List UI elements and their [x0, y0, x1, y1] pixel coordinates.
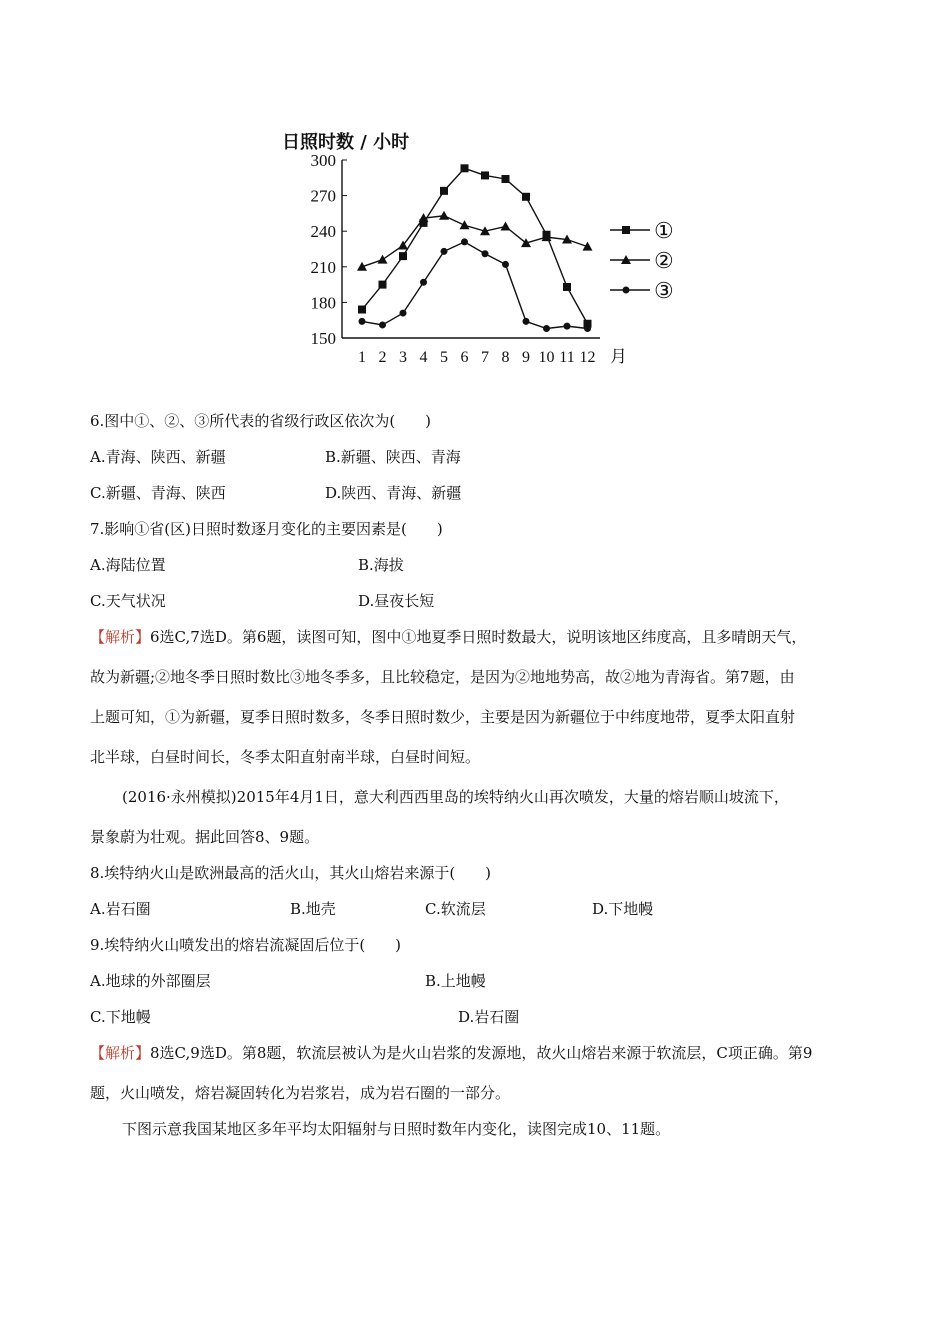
x-tick-label: 8 — [501, 349, 510, 366]
data-point-circle — [523, 318, 530, 325]
series-lines — [357, 164, 593, 332]
y-tick-label: 240 — [310, 222, 336, 242]
analysis-1-line-3: 上题可知，①为新疆，夏季日照时数多，冬季日照时数少，主要是因为新疆位于中纬度地带，夏季太阳直射 — [90, 708, 796, 726]
q8-stem: 8.埃特纳火山是欧洲最高的活火山，其火山熔岩来源于( ) — [90, 864, 492, 882]
q9-option-a: A.地球的外部圈层 — [90, 972, 211, 990]
x-axis-unit: 月 — [610, 347, 627, 366]
intro-10-11: 下图示意我国某地区多年平均太阳辐射与日照时数年内变化，读图完成10、11题。 — [122, 1120, 671, 1138]
data-point-triangle — [378, 255, 388, 264]
q7-option-a: A.海陆位置 — [90, 556, 166, 574]
data-point-circle — [482, 250, 489, 257]
data-point-circle — [543, 325, 550, 332]
q8-option-c: C.软流层 — [425, 900, 486, 918]
x-ticks — [358, 349, 596, 366]
data-point-square — [399, 252, 407, 260]
q8-option-a: A.岩石圈 — [90, 900, 151, 918]
data-point-circle — [461, 238, 468, 245]
q9-option-d: D.岩石圈 — [458, 1008, 520, 1026]
data-point-square — [461, 164, 469, 172]
analysis-1-line-1 — [90, 626, 806, 647]
x-tick-label: 4 — [419, 349, 428, 366]
q8-option-b: B.地壳 — [290, 900, 336, 918]
data-point-circle — [584, 325, 591, 332]
q9-option-c: C.下地幔 — [90, 1008, 151, 1026]
data-point-circle — [623, 287, 630, 294]
q9-option-b: B.上地幔 — [425, 972, 486, 990]
q7-option-c: C.天气状况 — [90, 592, 166, 610]
x-tick-label: 12 — [579, 349, 596, 366]
legend-label-2: ② — [654, 248, 674, 273]
data-point-square — [563, 283, 571, 291]
data-point-circle — [379, 321, 386, 328]
y-tick-label: 180 — [310, 293, 336, 313]
intro-8-9-line-1: (2016·永州模拟)2015年4月1日，意大利西西里岛的埃特纳火山再次喷发，大量的熔岩顺山坡流下， — [122, 788, 789, 806]
data-point-square — [358, 306, 366, 314]
q6-option-d: D.陕西、青海、新疆 — [325, 484, 462, 502]
data-point-circle — [564, 323, 571, 330]
data-point-circle — [400, 310, 407, 317]
data-point-square — [481, 171, 489, 179]
x-tick-label: 5 — [440, 349, 448, 366]
data-point-square — [440, 187, 448, 195]
legend — [610, 218, 674, 303]
data-point-square — [622, 226, 630, 234]
q8-option-d: D.下地幔 — [592, 900, 654, 918]
y-tick-label: 300 — [310, 151, 336, 170]
data-point-circle — [359, 318, 366, 325]
data-point-square — [379, 281, 387, 289]
q7-option-d: D.昼夜长短 — [358, 592, 435, 610]
legend-label-3: ③ — [654, 278, 674, 303]
analysis-1-line-2: 故为新疆;②地冬季日照时数比③地冬季多，且比较稳定，是因为②地地势高，故②地为青海省。第7题，由 — [90, 668, 795, 686]
q6-option-c: C.新疆、青海、陕西 — [90, 484, 226, 502]
q6-stem: 6.图中①、②、③所代表的省级行政区依次为( ) — [90, 412, 432, 430]
y-tick-label: 210 — [310, 257, 336, 277]
q7-option-b: B.海拔 — [358, 556, 404, 574]
data-point-triangle — [439, 211, 449, 220]
analysis-tag: 【解析】 — [90, 1044, 151, 1062]
analysis-2-line-2: 题，火山喷发，熔岩凝固转化为岩浆岩，成为岩石圈的一部分。 — [90, 1084, 511, 1102]
x-tick-label: 7 — [481, 349, 489, 366]
data-point-circle — [441, 248, 448, 255]
q7-stem: 7.影响①省(区)日照时数逐月变化的主要因素是( ) — [90, 520, 443, 538]
intro-8-9-line-2: 景象蔚为壮观。据此回答8、9题。 — [90, 828, 320, 846]
q6-option-a: A.青海、陕西、新疆 — [90, 448, 226, 466]
data-point-circle — [502, 261, 509, 268]
y-tick-label: 150 — [310, 329, 336, 348]
x-tick-label: 10 — [538, 349, 555, 366]
analysis-tag: 【解析】 — [90, 628, 151, 646]
data-point-square — [502, 175, 510, 183]
y-tick-label: 270 — [310, 186, 336, 206]
analysis-text: 8选C,9选D。第8题，软流层被认为是火山岩浆的发源地，故火山熔岩来源于软流层，C项正确。第9 — [150, 1044, 813, 1062]
analysis-2-line-1 — [90, 1042, 812, 1063]
x-tick-label: 3 — [399, 349, 407, 366]
sunshine-hours-chart — [270, 120, 700, 370]
series-line-1 — [362, 168, 588, 323]
x-tick-label: 2 — [378, 349, 387, 366]
legend-label-1: ① — [654, 218, 674, 243]
y-axis-label: 日照时数 / 小时 — [282, 132, 410, 153]
x-tick-label: 9 — [522, 349, 530, 366]
q9-stem: 9.埃特纳火山喷发出的熔岩流凝固后位于( ) — [90, 936, 402, 954]
series-line-2 — [362, 216, 588, 267]
data-point-square — [522, 193, 530, 201]
data-point-triangle — [501, 221, 511, 230]
x-tick-label: 6 — [460, 349, 469, 366]
q6-option-b: B.新疆、陕西、青海 — [325, 448, 461, 466]
x-tick-label: 1 — [358, 349, 366, 366]
analysis-1-line-4: 北半球，白昼时间长，冬季太阳直射南半球，白昼时间短。 — [90, 748, 481, 766]
x-tick-label: 11 — [559, 349, 575, 366]
data-point-circle — [420, 279, 427, 286]
data-point-triangle — [460, 220, 470, 229]
analysis-text: 6选C,7选D。第6题，读图可知，图中①地夏季日照时数最大，说明该地区纬度高，且多晴朗天气， — [150, 628, 807, 646]
